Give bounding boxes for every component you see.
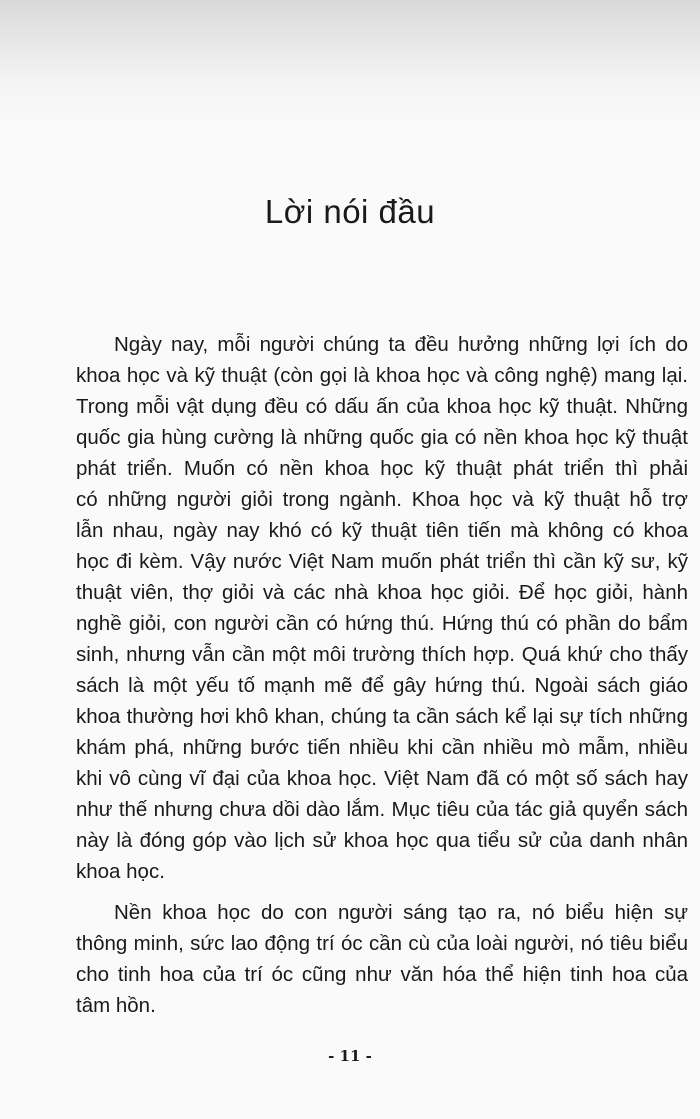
text-line: tâm hồn.: [76, 994, 156, 1017]
text-line: thuật viên, thợ giỏi và các nhà khoa học giỏi. Để học giỏi, hành: [76, 581, 688, 604]
text-line: quốc gia hùng cường là những quốc gia có nền khoa học kỹ thuật: [76, 426, 688, 449]
paragraph: [76, 329, 688, 887]
chapter-title: Lời nói đầu: [264, 193, 436, 230]
text-line: phát triển. Muốn có nền khoa học kỹ thuật phát triển thì phải: [76, 457, 688, 480]
paragraph: [76, 897, 688, 1021]
text-line: khi vô cùng vĩ đại của khoa học. Việt Nam đã có một số sách hay: [76, 767, 688, 790]
text-line: Nền khoa học do con người sáng tạo ra, nó biểu hiện sự: [114, 901, 688, 924]
text-line: như thế nhưng chưa dồi dào lắm. Mục tiêu của tác giả quyển sách: [76, 798, 688, 821]
text-line: nghề giỏi, con người cần có hứng thú. Hứng thú có phần do bẩm: [76, 612, 688, 635]
text-line: thông minh, sức lao động trí óc cần cù của loài người, nó tiêu biểu: [76, 932, 688, 955]
page-body: [76, 329, 688, 1021]
text-line: lẫn nhau, ngày nay khó có kỹ thuật tiên tiến mà không có khoa: [76, 519, 688, 542]
text-line: có những người giỏi trong ngành. Khoa học và kỹ thuật hỗ trợ: [76, 488, 688, 511]
text-line: sinh, nhưng vẫn cần một môi trường thích hợp. Quá khứ cho thấy: [76, 643, 688, 666]
text-line: Trong mỗi vật dụng đều có dấu ấn của khoa học kỹ thuật. Những: [76, 395, 688, 418]
text-line: học đi kèm. Vậy nước Việt Nam muốn phát triển thì cần kỹ sư, kỹ: [76, 550, 688, 573]
text-line: Ngày nay, mỗi người chúng ta đều hưởng những lợi ích do: [114, 333, 688, 356]
text-line: khoa học và kỹ thuật (còn gọi là khoa học và công nghệ) mang lại.: [76, 364, 688, 387]
text-line: khoa thường hơi khô khan, chúng ta cần sách kể lại sự tích những: [76, 705, 688, 728]
paragraph-gap: [76, 887, 688, 897]
text-line: này là đóng góp vào lịch sử khoa học qua tiểu sử của danh nhân: [76, 829, 688, 852]
text-line: sách là một yếu tố mạnh mẽ để gây hứng thú. Ngoài sách giáo: [76, 674, 688, 697]
text-line: khám phá, những bước tiến nhiều khi cần nhiều mò mẫm, nhiều: [76, 736, 688, 759]
text-line: khoa học.: [76, 860, 165, 883]
text-line: cho tinh hoa của trí óc cũng như văn hóa thể hiện tinh hoa của: [76, 963, 688, 986]
page-shadow: [0, 0, 700, 130]
page-number: - 11 -: [328, 1047, 372, 1065]
